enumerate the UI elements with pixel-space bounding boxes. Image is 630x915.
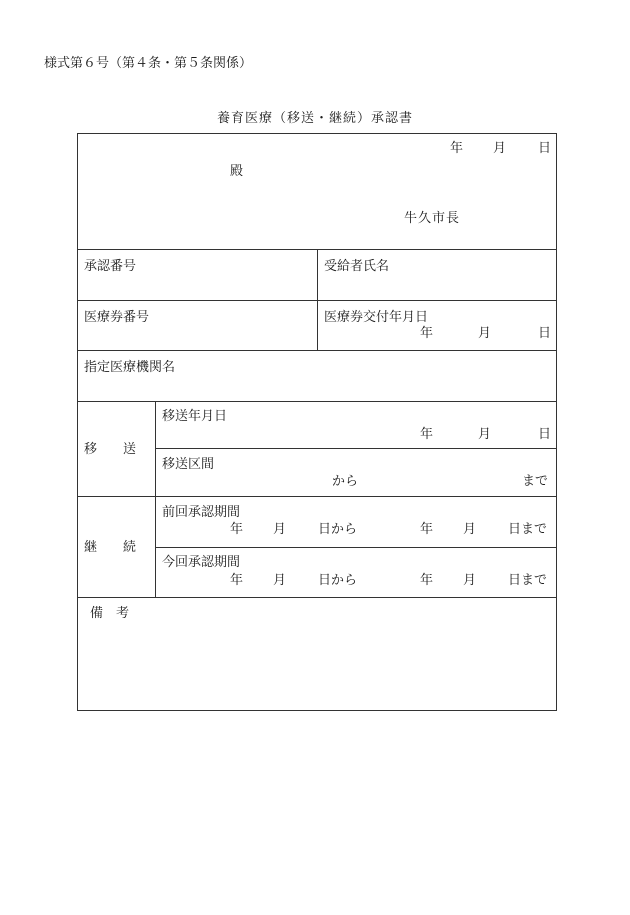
previous-from-year: 年 [230, 522, 244, 537]
approval-form-table [77, 133, 557, 711]
header-date-year: 年 [450, 141, 464, 156]
previous-until-year: 年 [420, 522, 434, 537]
column-divider [155, 401, 156, 597]
approval-number-label: 承認番号 [84, 259, 137, 274]
previous-from-month: 月 [273, 522, 287, 537]
ticket-date-day: 日 [538, 326, 552, 341]
current-from-day: 日から [318, 573, 358, 588]
transport-date-label: 移送年月日 [162, 409, 228, 424]
header-date-day: 日 [538, 141, 552, 156]
transport-section-label: 移送区間 [162, 457, 215, 472]
row-divider [155, 448, 557, 449]
current-from-month: 月 [273, 573, 287, 588]
issuer-name: 牛久市長 [404, 211, 461, 226]
continuation-label: 継 続 [84, 540, 137, 555]
transport-label: 移 送 [84, 442, 137, 457]
column-divider [317, 249, 318, 350]
transport-date-year: 年 [420, 427, 434, 442]
transport-from: から [332, 474, 359, 489]
previous-until-month: 月 [463, 522, 477, 537]
row-divider [77, 597, 557, 598]
current-from-year: 年 [230, 573, 244, 588]
form-number: 様式第６号（第４条・第５条関係） [44, 56, 253, 71]
previous-from-day: 日から [318, 522, 358, 537]
addressee-honorific: 殿 [230, 164, 244, 179]
document-title: 養育医療（移送・継続）承認書 [216, 111, 413, 126]
transport-to: まで [522, 474, 549, 489]
previous-period-label: 前回承認期間 [162, 505, 241, 520]
current-until-year: 年 [420, 573, 434, 588]
row-divider [155, 547, 557, 548]
current-until-month: 月 [463, 573, 477, 588]
previous-until-day: 日まで [508, 522, 548, 537]
current-until-day: 日まで [508, 573, 548, 588]
row-divider [77, 350, 557, 351]
header-date-month: 月 [493, 141, 507, 156]
ticket-number-label: 医療券番号 [84, 310, 150, 325]
designated-institution-label: 指定医療機関名 [84, 360, 176, 375]
row-divider [77, 401, 557, 402]
recipient-name-label: 受給者氏名 [324, 259, 390, 274]
ticket-date-year: 年 [420, 326, 434, 341]
ticket-issue-date-label: 医療券交付年月日 [324, 310, 429, 325]
current-period-label: 今回承認期間 [162, 555, 241, 570]
remarks-label: 備 考 [90, 606, 130, 621]
ticket-date-month: 月 [478, 326, 492, 341]
row-divider [77, 496, 557, 497]
transport-date-month: 月 [478, 427, 492, 442]
transport-date-day: 日 [538, 427, 552, 442]
